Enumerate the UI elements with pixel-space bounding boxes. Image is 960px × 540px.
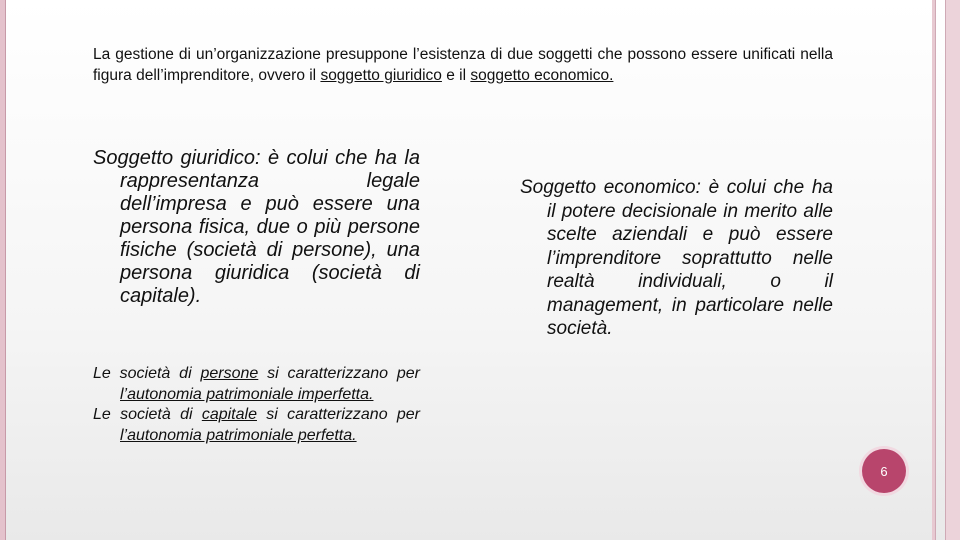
soggetto-economico-definition — [520, 176, 833, 341]
page-number-badge: 6 — [862, 449, 906, 493]
left-decorative-border — [0, 0, 6, 540]
soggetto-economico-term: Soggetto economico — [520, 177, 696, 198]
note-text: si caratterizzano per — [256, 406, 421, 423]
note-societa-capitale — [93, 405, 420, 446]
notes-block — [93, 364, 420, 446]
note-capitale: capitale — [201, 406, 257, 423]
intro-soggetto-economico: soggetto economico. — [470, 67, 614, 84]
note-autonomia-imperfetta: l’autonomia patrimoniale imperfetta. — [120, 385, 374, 403]
note-societa-persone — [93, 364, 420, 405]
note-text: Le società di — [93, 406, 202, 423]
note-autonomia-perfetta: l’autonomia patrimoniale perfetta. — [120, 426, 357, 444]
soggetto-economico-text: : è colui che ha il potere decisionale in merito alle scelte aziendali e può essere l’imprenditore soprattutto nelle realtà individuali, o il management, in particolare nelle società. — [547, 177, 833, 339]
right-decorative-border — [945, 0, 960, 540]
soggetto-giuridico-term: Soggetto giuridico — [93, 147, 255, 169]
note-persone: persone — [200, 365, 259, 382]
intro-soggetto-giuridico: soggetto giuridico — [320, 67, 442, 84]
note-text: Le società di — [93, 365, 201, 382]
note-text: si caratterizzano per — [258, 365, 420, 382]
intro-text-middle: e il — [441, 67, 471, 84]
intro-text: La gestione di un’organizzazione presuppone l’esistenza di due soggetti che possono essere unificati nella figura dell’imprenditore, ovvero il — [93, 46, 833, 84]
soggetto-giuridico-definition — [93, 147, 420, 308]
right-decorative-line — [932, 0, 936, 540]
intro-paragraph — [93, 44, 833, 86]
soggetto-giuridico-text: : è colui che ha la rappresentanza legale dell’impresa e può essere una persona fisica, due o più persone fisiche (società di persone), una persona giuridica (società di capitale). — [120, 147, 421, 307]
